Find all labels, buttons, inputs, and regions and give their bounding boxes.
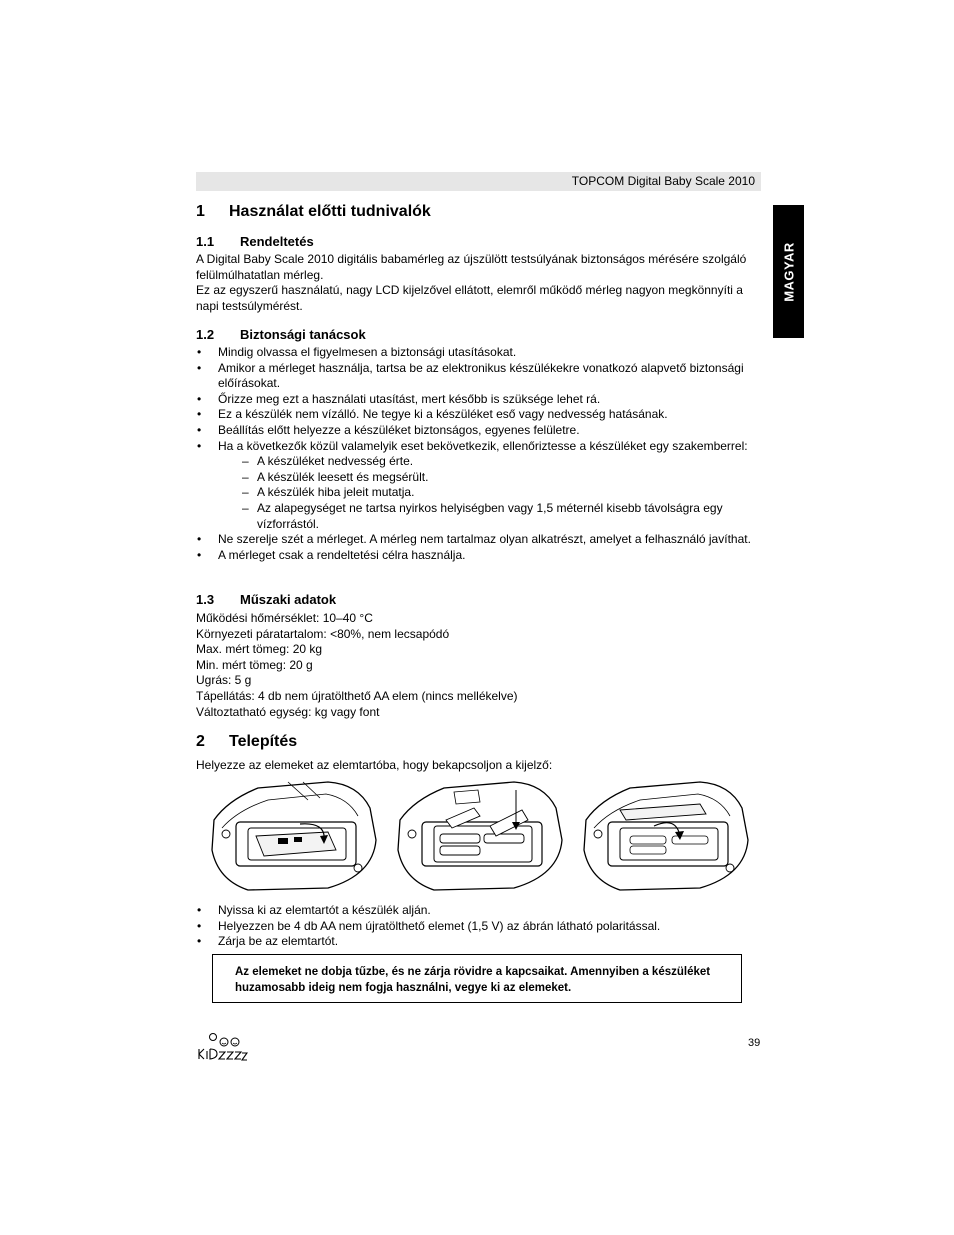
subsection-title: Műszaki adatok: [240, 592, 337, 607]
install-intro: Helyezze az elemeket az elemtartóba, hogy bekapcsoljon a kijelző:: [196, 758, 553, 772]
spec-line: Környezeti páratartalom: <80%, nem lecsapódó: [196, 627, 450, 641]
subsection-title: Biztonsági tanácsok: [240, 327, 366, 342]
language-tab: [773, 205, 804, 338]
list-item: [196, 439, 762, 533]
paragraph: Ez az egyszerű használatú, nagy LCD kijelzővel ellátott, elemről működő mérleg nagyon megkönnyíti a napi testsúlymérést.: [196, 283, 743, 313]
battery-step-close-illustration: [580, 780, 750, 892]
sub-list-item: – A készülék hiba jeleit mutatja.: [218, 485, 762, 501]
paragraph: A Digital Baby Scale 2010 digitális babamérleg az újszülött testsúlyának biztonságos mérésére szolgáló felülmúlhatatlan mérleg.: [196, 252, 747, 282]
section-heading-1: [196, 203, 431, 221]
list-item: • Zárja be az elemtartót.: [196, 934, 762, 950]
section-number: 2: [196, 733, 205, 750]
subsection-heading-1-3: [196, 592, 336, 607]
list-item: • A mérleget csak a rendeltetési célra használja.: [196, 548, 762, 564]
sub-list: [218, 454, 762, 532]
spec-line: Működési hőmérséklet: 10–40 °C: [196, 611, 373, 625]
battery-step-insert-illustration: [394, 780, 564, 892]
spec-line: Max. mért tömeg: 20 kg: [196, 642, 323, 656]
battery-step-open-illustration: [208, 780, 378, 892]
safety-list: [196, 345, 762, 563]
warning-box: [212, 954, 742, 1003]
sub-list-item: – A készülék leesett és megsérült.: [218, 470, 762, 486]
subsection-number: 1.3: [196, 592, 215, 607]
list-item: • Beállítás előtt helyezze a készüléket biztonságos, egyenes felületre.: [196, 423, 762, 439]
subsection-heading-1-2: [196, 327, 366, 342]
spec-line: Tápellátás: 4 db nem újratölthető AA elem (nincs mellékelve): [196, 689, 518, 703]
section-number: 1: [196, 203, 205, 220]
list-item: • Amikor a mérleget használja, tartsa be az elektronikus készülékekre vonatkozó alapvető biztonsági előírásokat.: [196, 361, 762, 392]
subsection-heading-1-1: [196, 234, 314, 249]
document-title: TOPCOM Digital Baby Scale 2010: [571, 174, 755, 188]
page-number: 39: [748, 1037, 761, 1049]
spec-line: Változtatható egység: kg vagy font: [196, 705, 380, 719]
subsection-number: 1.2: [196, 327, 215, 342]
list-item-text: Ha a következők közül valamelyik eset bekövetkezik, ellenőriztesse a készüléket egy szakemberrel:: [218, 438, 748, 453]
warning-text: Az elemeket ne dobja tűzbe, és ne zárja rövidre a kapcsaikat. Amennyiben a készüléket huzamosabb ideig nem fogja használni, vegye ki az elemeket.: [235, 966, 711, 994]
list-item: • Helyezzen be 4 db AA nem újratölthető elemet (1,5 V) az ábrán látható polaritással.: [196, 919, 762, 935]
list-item: • Nyissa ki az elemtartót a készülék alján.: [196, 903, 762, 919]
install-steps: [196, 903, 762, 950]
header-bar: [196, 172, 761, 191]
list-item: • Őrizze meg ezt a használati utasítást, mert később is szüksége lehet rá.: [196, 392, 762, 408]
subsection-title: Rendeltetés: [240, 234, 314, 249]
section-title: Használat előtti tudnivalók: [229, 203, 431, 220]
kidzzz-logo: [196, 1031, 248, 1063]
list-item: • Ne szerelje szét a mérleget. A mérleg nem tartalmaz olyan alkatrészt, amelyet a felhasználó javíthat.: [196, 532, 762, 548]
section-title: Telepítés: [229, 733, 298, 750]
spec-line: Min. mért tömeg: 20 g: [196, 658, 313, 672]
spec-line: Ugrás: 5 g: [196, 673, 252, 687]
language-tab-label: MAGYAR: [781, 241, 796, 302]
list-item: • Mindig olvassa el figyelmesen a biztonsági utasításokat.: [196, 345, 762, 361]
sub-list-item: – Az alapegységet ne tartsa nyirkos helyiségben vagy 1,5 méternél kisebb távolságra egy vízforrástól.: [218, 501, 762, 532]
list-item: • Ez a készülék nem vízálló. Ne tegye ki a készüléket eső vagy nedvesség hatásának.: [196, 407, 762, 423]
battery-illustrations: [208, 780, 753, 892]
subsection-number: 1.1: [196, 234, 215, 249]
section-heading-2: [196, 733, 297, 751]
sub-list-item: – A készüléket nedvesség érte.: [218, 454, 762, 470]
